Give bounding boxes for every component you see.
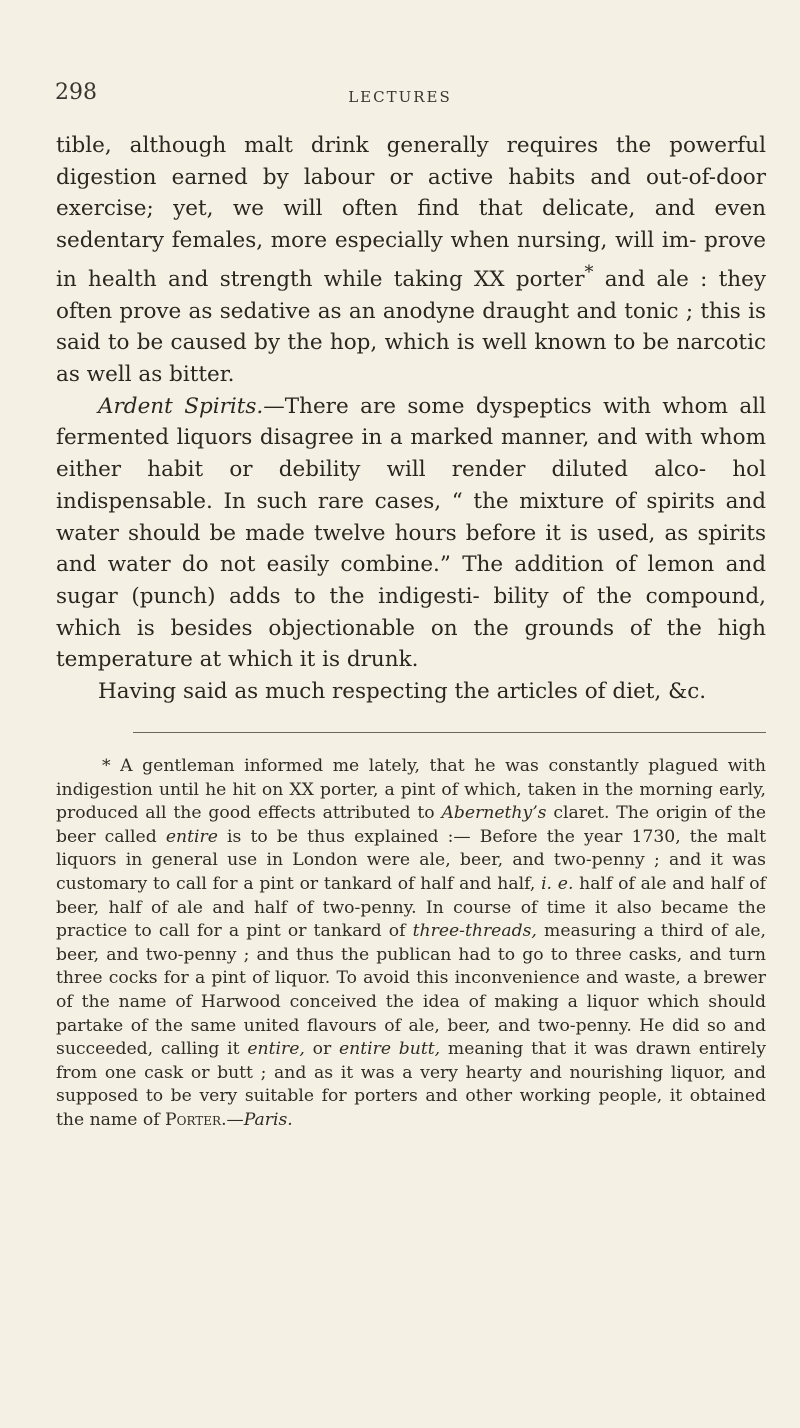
running-head: LECTURES: [348, 88, 452, 106]
footnote-text: * A gentleman informed me lately, that he was constantly plagued with indigestion until he hit on XX porter, a pint of which, taken in the morning early, produced all the good effects attributed to Abernethy’s claret. The origin of the beer called entire is to be thus explained :— Before the year 1730, the malt liquors in general use in London were ale, beer, and two-penny ; and it was customary to call for a pint or tankard of half and half, i. e. half of ale and half of beer, half of ale and half of two-penny. In course of time it also became the practice to call for a pint or tankard of three-threads, measuring a third of ale, beer, and two-penny ; and thus the publican had to go to three casks, and turn three cocks for a pint of liquor. To avoid this inconvenience and waste, a brewer of the name of Harwood conceived the idea of making a liquor which should partake of the same united flavours of ale, beer, and two-penny. He did so and succeeded, calling it entire, or entire butt, meaning that it was drawn entirely from one cask or butt ; and as it was a very hearty and nourishing liquor, and supposed to be very suitable for porters and other working people, it obtained the name of Porter.—Paris.: [56, 756, 767, 1130]
paragraph-continued: tible, although malt drink generally requires the powerful digestion earned by labour or active habits and out-of-door exercise; yet, we will often find that delicate, and even sedentary females, more especially when nursing, will im- prove in health and strength while taking XX porter* and ale : they often prove as sedative as an anodyne draught and tonic ; this is said to be caused by the hop, which is well known to be narcotic as well as bitter.: [56, 133, 766, 388]
paragraph-closing: Having said as much respecting the articles of diet, &c.: [98, 679, 707, 705]
body-text: [56, 130, 766, 708]
footnote: [56, 755, 766, 1133]
footnote-divider: [133, 732, 766, 733]
page-header: [0, 80, 800, 120]
footnote-marker: *: [584, 261, 594, 283]
paragraph-ardent-spirits: Ardent Spirits.—There are some dyspeptics with whom all fermented liquors disagree in a marked manner, and with whom either habit or debility will render diluted alco- hol indispensable. In such rare cases, “ the mixture of spirits and water should be made twelve hours before it is used, as spirits and water do not easily combine.” The addition of lemon and sugar (punch) adds to the indigesti- bility of the compound, which is besides objectionable on the grounds of the high temperature at which it is drunk.: [56, 393, 766, 673]
section-heading: Ardent Spirits.: [98, 393, 264, 419]
page-number: 298: [55, 80, 97, 105]
